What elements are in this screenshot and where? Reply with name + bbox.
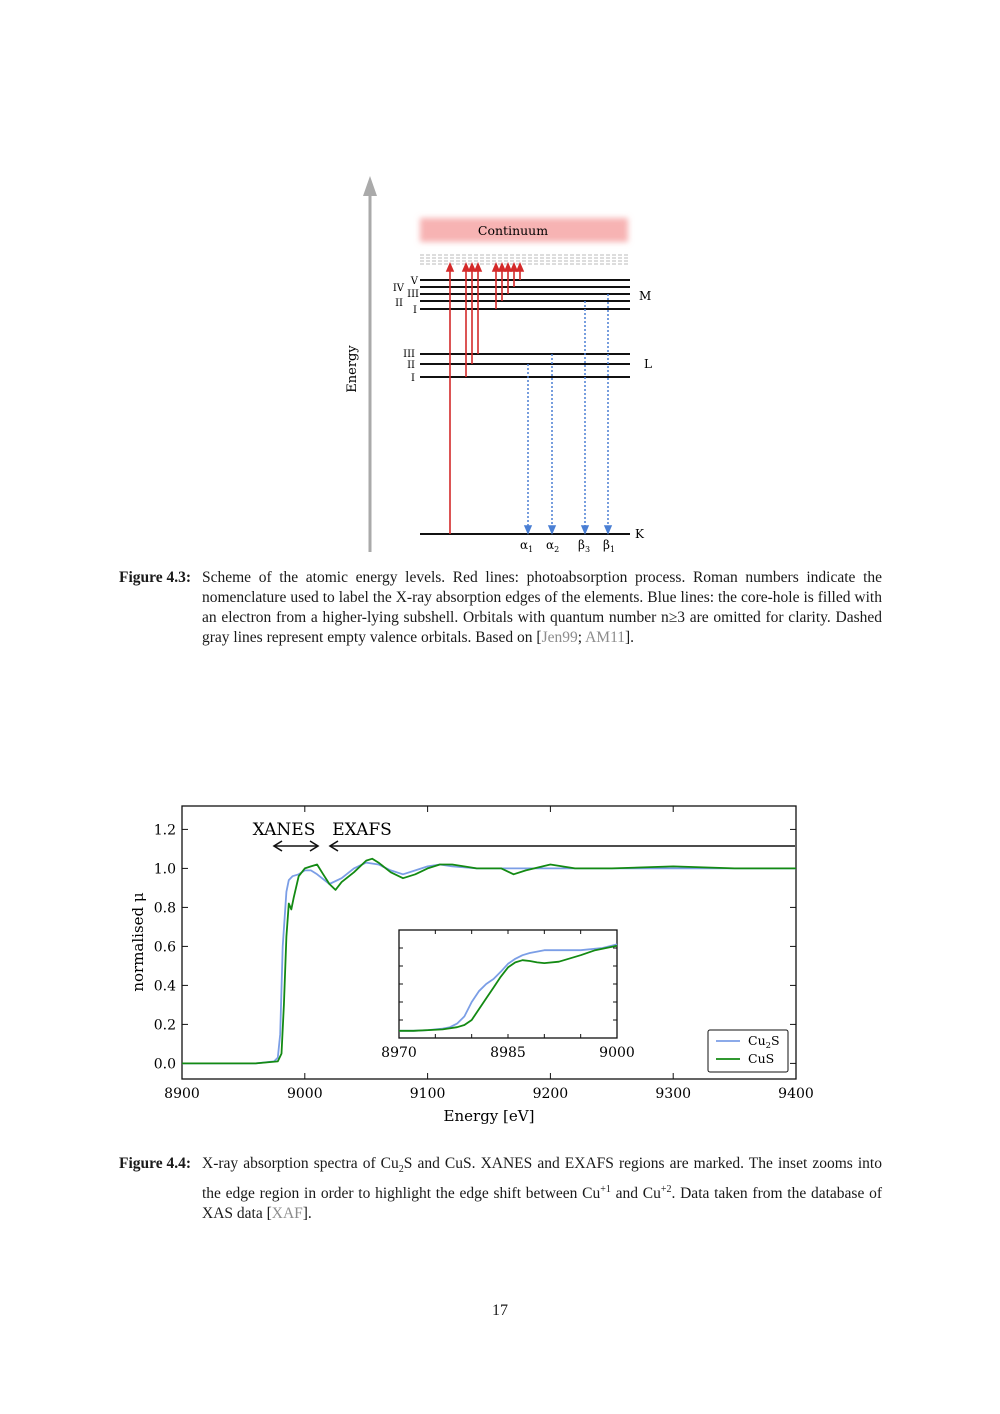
y-tick-label: 1.2 [153, 822, 176, 839]
m-subshell-III: III [407, 289, 419, 300]
label-alpha2: $\alpha_2$ [546, 538, 560, 554]
energy-level-diagram [0, 0, 1000, 570]
m-subshell-IV: IV [392, 283, 404, 294]
m-shell-levels [420, 280, 630, 309]
continuum-label: Continuum [477, 223, 549, 238]
transition-labels [520, 538, 615, 554]
m-subshell-II: II [395, 298, 403, 309]
shell-label-L: L [644, 357, 652, 371]
m-subshell-V: V [410, 276, 418, 287]
x-tick-label: 9000 [286, 1086, 323, 1102]
label-beta3: $\beta_3$ [578, 538, 591, 554]
xanes-arrow [274, 841, 318, 851]
y-axis-label: normalised μ [129, 892, 147, 992]
exafs-arrow [330, 841, 795, 851]
legend-label-cu2s: $Cu_2S$ [748, 1033, 780, 1051]
figure-4-4-caption [119, 1154, 882, 1224]
inset-x-tick-label: 8985 [490, 1045, 526, 1061]
xanes-label: XANES [252, 820, 316, 840]
l-subshell-II: II [407, 360, 415, 371]
page-number: 17 [492, 1302, 508, 1319]
caption-label: Figure 4.4: [119, 1155, 192, 1172]
label-alpha1: $\alpha_1$ [520, 538, 534, 554]
y-tick-label: 0.6 [153, 939, 176, 956]
citation-link[interactable]: AM11 [585, 629, 625, 646]
shell-label-K: K [635, 527, 644, 541]
energy-axis-arrowhead [363, 176, 377, 196]
l-subshell-III: III [403, 349, 415, 360]
y-tick-label: 0.8 [153, 900, 176, 917]
energy-axis-label: Energy [345, 345, 360, 393]
inset-frame [399, 930, 617, 1038]
y-tick-label: 1.0 [153, 861, 176, 878]
x-tick-label: 8900 [164, 1086, 200, 1102]
figure-4-3-caption [119, 568, 882, 648]
caption-label: Figure 4.3: [119, 569, 192, 586]
inset-x-tick-label: 9000 [599, 1045, 635, 1061]
x-tick-label: 9400 [778, 1086, 814, 1102]
y-tick-label: 0.0 [153, 1056, 176, 1073]
citation-link[interactable]: XAF [271, 1205, 303, 1223]
y-tick-label: 0.4 [153, 978, 176, 995]
legend-label-cus: CuS [748, 1051, 775, 1066]
emission-arrows [525, 294, 611, 533]
citation-link[interactable]: Jen99 [541, 629, 578, 646]
label-beta1: $\beta_1$ [603, 538, 616, 554]
exafs-label: EXAFS [332, 820, 392, 840]
legend [708, 1030, 788, 1072]
l-subshell-I: I [411, 373, 415, 384]
y-tick-label: 0.2 [153, 1017, 176, 1034]
x-tick-label: 9100 [409, 1086, 446, 1102]
l-shell-levels [420, 354, 630, 377]
caption-text: X-ray absorption spectra of $Cu_2S$ and CuS. XANES and EXAFS regions are marked. The inset zooms into the edge region in order to highlight the edge shift between $Cu^{+1}$ and $Cu^{+2}$. Data taken from the database of XAS data [XAF]. [202, 1155, 882, 1223]
valence-orbitals [420, 255, 630, 264]
absorption-arrows [447, 264, 523, 534]
m-subshell-I: I [413, 305, 417, 316]
caption-text: Scheme of the atomic energy levels. Red lines: photoabsorption process. Roman numbers indicate the nomenclature used to label the X-ray absorption edges of the elements. Blue lines: the core-hole is filled with an electron from a higher-lying subshell. Orbitals with quantum number n≥3 are omitted for clarity. Dashed gray lines represent empty valence orbitals. Based on [Jen99; AM11]. [202, 569, 882, 646]
shell-label-M: M [639, 289, 652, 303]
inset-x-tick-label: 8970 [381, 1045, 417, 1061]
x-tick-label: 9300 [655, 1086, 692, 1102]
xas-spectrum-chart [0, 780, 1000, 1140]
x-tick-label: 9200 [532, 1086, 569, 1102]
x-axis-label: Energy [eV] [443, 1107, 535, 1125]
